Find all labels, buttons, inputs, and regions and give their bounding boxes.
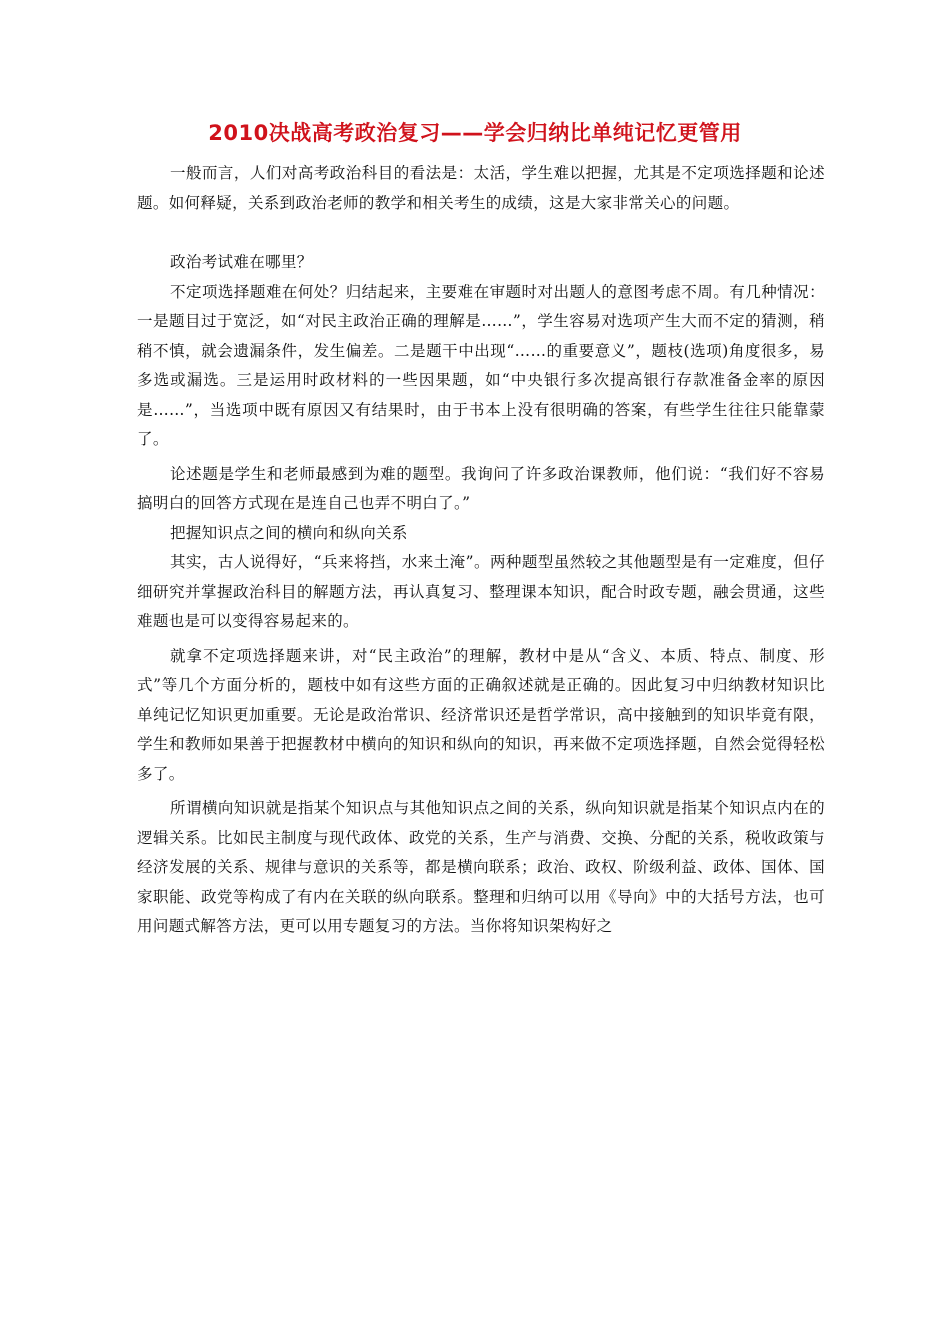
paragraph-democracy: 就拿不定项选择题来讲，对“民主政治”的理解，教材中是从“含义、本质、特点、制度、形式”等几个方面分析的，题枝中如有这些方面的正确叙述就是正确的。因此复习中归纳教材知识比单纯记忆知识更加重要。无论是政治常识、经济常识还是哲学常识，高中接触到的知识毕竟有限，学生和教师如果善于把握教材中横向的知识和纵向的知识，再来做不定项选择题，自然会觉得轻松多了。 [137,646,825,783]
paragraph-horizontal-vertical: 所谓横向知识就是指某个知识点与其他知识点之间的关系，纵向知识就是指某个知识点内在的逻辑关系。比如民主制度与现代政体、政党的关系，生产与消费、交换、分配的关系，税收政策与经济发展的关系、规律与意识的关系等，都是横向联系；政治、政权、阶级利益、政体、国体、国家职能、政党等构成了有内在关联的纵向联系。整理和归纳可以用《导向》中的大括号方法，也可用问题式解答方法，更可以用专题复习的方法。当你将知识架构好之 [137,799,825,935]
section-heading-difficulty: 政治考试难在哪里？ [170,253,313,271]
paragraph-essay: 论述题是学生和老师最感到为难的题型。我询问了许多政治课教师，他们说：“我们好不容易搞明白的回答方式现在是连自己也弄不明白了。” [137,464,825,512]
document-title: 2010决战高考政治复习——学会归纳比单纯记忆更管用 [208,121,742,145]
paragraph-multiple-choice: 不定项选择题难在何处？归结起来，主要难在审题时对出题人的意图考虑不周。有几种情况：一是题目过于宽泛，如“对民主政治正确的理解是……”，学生容易对选项产生大而不定的猜测，稍稍不慎，就会遗漏条件，发生偏差。二是题干中出现“……的重要意义”，题枝(选项)角度很多，易多选或漏选。三是运用时政材料的一些因果题，如“中央银行多次提高银行存款准备金率的原因是……”，当选项中既有原因又有结果时，由于书本上没有很明确的答案，有些学生往往只能靠蒙了。 [137,282,825,448]
document-body [137,159,825,942]
paragraph-spacer [137,218,825,248]
section-heading-relations: 把握知识点之间的横向和纵向关系 [170,523,408,542]
paragraph-proverb: 其实，古人说得好，“兵来将挡，水来土淹”。两种题型虽然较之其他题型是有一定难度，但仔细研究并掌握政治科目的解题方法，再认真复习、整理课本知识，配合时政专题，融会贯通，这些难题也是可以变得容易起来的。 [137,553,825,630]
paragraph-intro: 一般而言，人们对高考政治科目的看法是：太活，学生难以把握，尤其是不定项选择题和论述题。如何释疑，关系到政治老师的教学和相关考生的成绩，这是大家非常关心的问题。 [137,164,825,212]
